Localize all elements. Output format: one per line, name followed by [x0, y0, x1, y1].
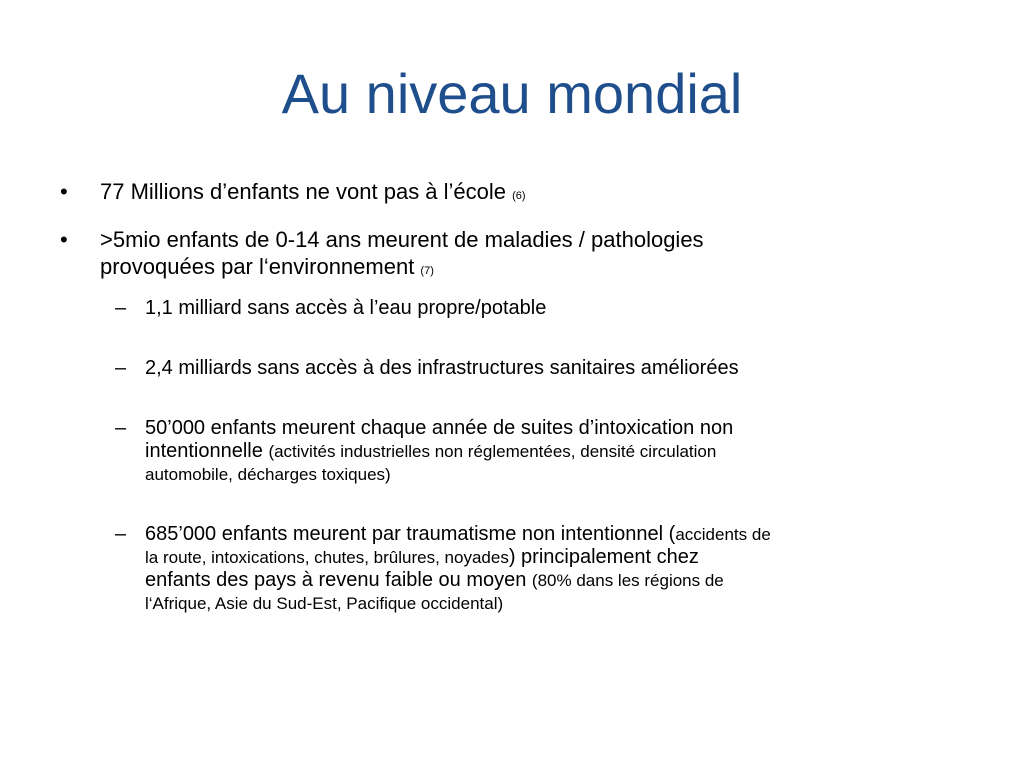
dash-symbol: –	[115, 297, 127, 319]
reference-note: (7)	[420, 265, 434, 277]
bullet-symbol: •	[60, 227, 68, 252]
sub-bullet-main: enfants des pays à revenu faible ou moyen	[145, 569, 532, 591]
sub-bullet-text: 2,4 milliards sans accès à des infrastructures sanitaires améliorées	[145, 357, 739, 379]
bullet-text: 77 Millions d’enfants ne vont pas à l’école	[100, 179, 513, 204]
sub-bullet-detail: (activités industrielles non réglementées, densité circulation	[268, 442, 717, 461]
slide-content	[60, 178, 970, 615]
sub-bullet-main: ) principalement chez	[508, 546, 699, 568]
sub-bullet-main: 685’000 enfants meurent par traumatisme non intentionnel (	[145, 523, 676, 545]
sub-bullet-item	[60, 417, 970, 486]
sub-bullet-detail: automobile, décharges toxiques)	[145, 465, 391, 484]
sub-bullet-item	[60, 357, 970, 380]
sub-bullet-text: 1,1 milliard sans accès à l’eau propre/potable	[145, 297, 547, 319]
dash-symbol: –	[115, 357, 127, 379]
dash-symbol: –	[115, 523, 127, 545]
sub-bullet-detail: l‘Afrique, Asie du Sud-Est, Pacifique occidental)	[145, 594, 504, 613]
bullet-text-line: provoquées par l‘environnement	[100, 254, 421, 279]
sub-bullet-detail: la route, intoxications, chutes, brûlures, noyades	[145, 548, 509, 567]
sub-bullet-item	[60, 523, 970, 615]
bullet-item	[60, 226, 970, 285]
slide-title: Au niveau mondial	[281, 62, 743, 125]
sub-bullet-detail: (80% dans les régions de	[531, 571, 724, 590]
reference-note: (6)	[512, 190, 526, 202]
sub-bullet-detail: accidents de	[675, 525, 771, 544]
sub-bullet-main: 50’000 enfants meurent chaque année de suites d’intoxication non	[145, 417, 734, 439]
bullet-symbol: •	[60, 179, 68, 204]
sub-bullet-item	[60, 297, 970, 320]
sub-bullet-main: intentionnelle	[145, 440, 269, 462]
bullet-text-line: >5mio enfants de 0-14 ans meurent de maladies / pathologies	[100, 227, 704, 252]
dash-symbol: –	[115, 417, 127, 439]
bullet-item	[60, 178, 970, 210]
